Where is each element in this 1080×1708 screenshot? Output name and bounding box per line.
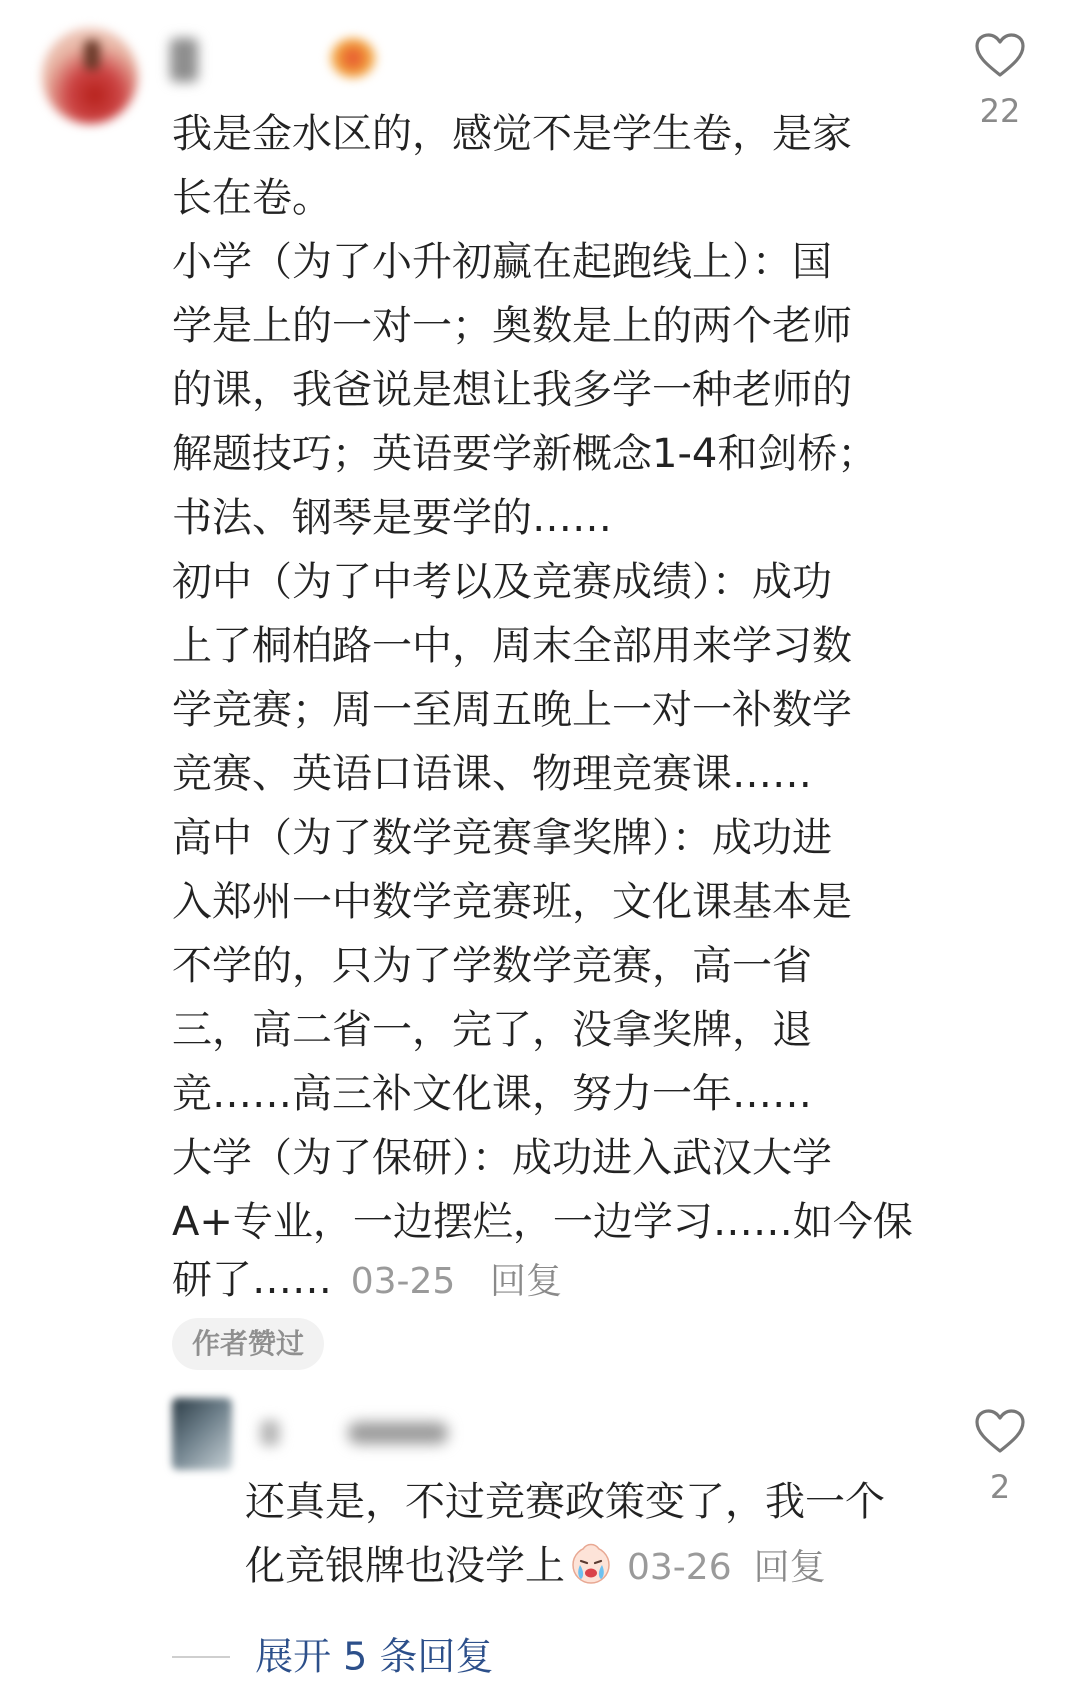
expand-replies-label[interactable]: 展开 5 条回复 [255,1634,494,1679]
divider [172,1656,230,1658]
reply-body [245,1470,945,1600]
comment-line: 不学的，只为了学数学竞赛，高一省 [172,943,812,989]
reply-line: 化竞银牌也没学上 [245,1543,565,1589]
comment-line: 长在卷。 [172,175,332,221]
comment-line: 大学（为了保研）：成功进入武汉大学 [172,1135,832,1181]
comment-meta [172,1248,562,1312]
comment-line: 上了桐柏路一中，周末全部用来学习数 [172,623,852,669]
reply-like-count: 2 [989,1468,1011,1506]
comment-line: 书法、钢琴是要学的…… [172,495,612,541]
comment-line: 初中（为了中考以及竞赛成绩）：成功 [172,559,832,605]
reply-button[interactable]: 回复 [490,1261,563,1302]
reply-date: 03-26 [627,1547,732,1588]
reply-avatar[interactable] [172,1398,232,1470]
comment-line: 竞赛、英语口语课、物理竞赛课…… [172,751,812,797]
reply-button[interactable]: 回复 [753,1547,826,1588]
like-button[interactable] [965,32,1035,130]
comment-line: 小学（为了小升初赢在起跑线上）：国 [172,239,832,285]
heart-outline-icon[interactable] [974,32,1026,78]
heart-outline-icon[interactable] [974,1408,1026,1454]
comment-line: 竞……高三补文化课，努力一年…… [172,1071,812,1117]
reply-line-with-meta [245,1534,945,1600]
reply-username-blurred[interactable] [260,1412,460,1452]
comment-line: 高中（为了数学竞赛拿奖牌）：成功进 [172,815,832,861]
crying-face-icon [569,1541,613,1585]
comment-line: 我是金水区的，感觉不是学生卷，是家 [172,111,852,157]
comment-line: 入郑州一中数学竞赛班，文化课基本是 [172,879,852,925]
comment-date: 03-25 [350,1261,456,1302]
avatar[interactable] [42,28,138,124]
comment-line: 三，高二省一，完了，没拿奖牌，退 [172,1007,812,1053]
reply-line: 还真是，不过竞赛政策变了，我一个 [245,1479,885,1525]
comment-line: 的课，我爸说是想让我多学一种老师的 [172,367,852,413]
comment-line: 学是上的一对一；奥数是上的两个老师 [172,303,852,349]
comment-line: 学竞赛；周一至周五晚上一对一补数学 [172,687,852,733]
comment-line: 解题技巧；英语要学新概念1-4和剑桥； [172,431,878,477]
comment-body [172,102,913,1254]
username-blurred[interactable] [170,38,390,82]
reply-like-button[interactable] [965,1408,1035,1506]
comment-line: A+专业，一边摆烂，一边学习……如今保 [172,1199,913,1245]
expand-replies-button[interactable] [172,1626,493,1686]
author-liked-badge: 作者赞过 [172,1318,324,1370]
comment-last-line: 研了…… [172,1257,332,1303]
like-count: 22 [979,92,1021,130]
